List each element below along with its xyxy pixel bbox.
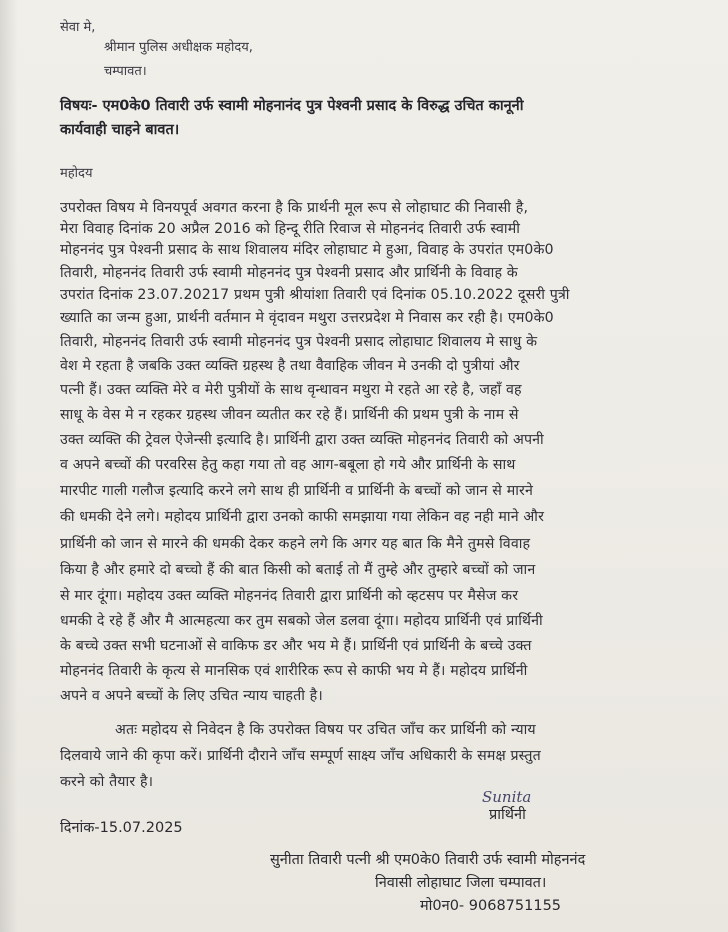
page-edge-shadow	[0, 0, 18, 932]
signature-label: प्रार्थिनी	[489, 807, 526, 823]
body-line: से मार दूंगा। महोदय उक्त व्यक्ति मोहननंद तिवारी द्वारा प्रार्थिनी को व्हटसप पर मैसेज कर	[60, 588, 519, 604]
body-line: किया है और हमारे दो बच्चो हैं की बात किसी को बताई तो मैं तुम्हे और तुम्हारे बच्चों को जान	[60, 562, 536, 578]
sender-address: निवासी लोहाघाट जिला चम्पावत।	[375, 875, 547, 891]
sender-name: सुनीता तिवारी पत्नी श्री एम0के0 तिवारी उर्फ स्वामी मोहननंद	[270, 852, 586, 868]
body-line: के बच्चे उक्त सभी घटनाओं से वाकिफ डर और भय मे हैं। प्रार्थिनी एवं प्रार्थिनी के बच्चे उक्त	[60, 638, 532, 654]
body-line: तिवारी, मोहननंद तिवारी उर्फ स्वामी मोहननंद पुत्र पेश्वनी प्रसाद और प्रार्थिनी के विवाह के	[60, 265, 518, 281]
body-line: पत्नी हैं। उक्त व्यक्ति मेरे व मेरी पुत्रीयों के साथ वृन्धावन मथुरा मे रहते आ रहे है, जहाँ वह	[60, 382, 522, 398]
body-line: उपरांत दिनांक 23.07.20217 प्रथम पुत्री श्रीयांशा तिवारी एवं दिनांक 05.10.2022 दूसरी पुत्री	[60, 287, 570, 303]
body-line: धमकी दे रहे हैं और मै आत्महत्या कर तुम सबको जेल डलवा दूंगा। महोदय प्रार्थिनी एवं प्रार्थिनी	[60, 613, 543, 629]
sender-mobile: मो0न0- 9068751155	[420, 898, 562, 914]
subject-line-1: विषयः- एम0के0 तिवारी उर्फ स्वामी मोहनानंद पुत्र पेश्वनी प्रसाद के विरुद्ध उचित कानूनी	[60, 98, 524, 114]
recipient-city: चम्पावत।	[104, 64, 147, 79]
greeting: महोदय	[60, 166, 93, 181]
request-line: करने को तैयार है।	[60, 774, 154, 790]
body-line: प्रार्थिनी को जान से मारने की धमकी देकर कहने लगे कि अगर यह बात कि मैने तुमसे विवाह	[60, 536, 531, 552]
body-line: वेश मे रहता है जबकि उक्त व्यक्ति ग्रहस्थ है तथा वैवाहिक जीवन मे उनकी दो पुत्रीयां और	[60, 358, 520, 374]
recipient-title: श्रीमान पुलिस अधीक्षक महोदय,	[104, 40, 253, 55]
handwritten-signature: Sunita	[482, 788, 532, 806]
body-line: मारपीट गाली गलौज इत्यादि करने लगे साथ ही प्रार्थिनी व प्रार्थिनी के बच्चों को जान से मारने	[60, 483, 533, 499]
body-line: मोहननंद तिवारी के कृत्य से मानसिक एवं शारीरिक रूप से काफी भय मे हैं। महोदय प्रार्थिनी	[60, 663, 528, 679]
subject-line-2: कार्यवाही चाहने बावत।	[60, 122, 180, 138]
body-line: उपरोक्त विषय मे विनयपूर्व अवगत करना है कि प्रार्थनी मूल रूप से लोहाघाट की निवासी है,	[60, 200, 529, 216]
request-line: दिलवाये जाने की कृपा करें। प्रार्थिनी दौराने जाँच सम्पूर्ण साक्ष्य जाँच अधिकारी के समक्ष प्रस्तुत	[60, 748, 541, 764]
body-line: तिवारी, मोहननंद तिवारी उर्फ स्वामी मोहननंद पुत्र पेश्वनी प्रसाद लोहाघाट शिवालय मे साधु के	[60, 334, 538, 350]
body-line: मेरा विवाह दिनांक 20 अप्रैल 2016 को हिन्दू रीति रिवाज से मोहननंद तिवारी उर्फ स्वामी	[60, 221, 521, 237]
letter-date: दिनांक-15.07.2025	[60, 820, 183, 836]
body-line: अपने व अपने बच्चों के लिए उचित न्याय चाहती है।	[60, 688, 323, 704]
body-line: उक्त व्यक्ति की ट्रेवल ऐजेन्सी इत्यादि है। प्रार्थिनी द्वारा उक्त व्यक्ति मोहननंद तिवारी को अपनी	[60, 432, 544, 448]
body-line: व अपने बच्चों की परवरिस हेतु कहा गया तो वह आग-बबूला हो गये और प्रार्थिनी के साथ	[60, 457, 516, 473]
request-line: अतः महोदय से निवेदन है कि उपरोक्त विषय पर उचित जाँच कर प्रार्थिनी को न्याय	[115, 722, 536, 738]
body-line: मोहननंद पुत्र पेश्वनी प्रसाद के साथ शिवालय मंदिर लोहाघाट मे हुआ, विवाह के उपरांत एम0के0	[60, 242, 554, 258]
salutation-to: सेवा मे,	[60, 20, 96, 35]
body-line: ख्याति का जन्म हुआ, प्रार्थनी वर्तमान मे वृंदावन मथुरा उत्तरप्रदेश मे निवास कर रही है। एम0के0	[60, 310, 554, 326]
body-line: की धमकी देने लगे। महोदय प्रार्थिनी द्वारा उनको काफी समझाया गया लेकिन वह नही माने और	[60, 509, 545, 525]
body-line: साधू के वेस मे न रहकर ग्रहस्थ जीवन व्यतीत कर रहे हैं। प्रार्थिनी की प्रथम पुत्री के नाम से	[60, 407, 519, 423]
